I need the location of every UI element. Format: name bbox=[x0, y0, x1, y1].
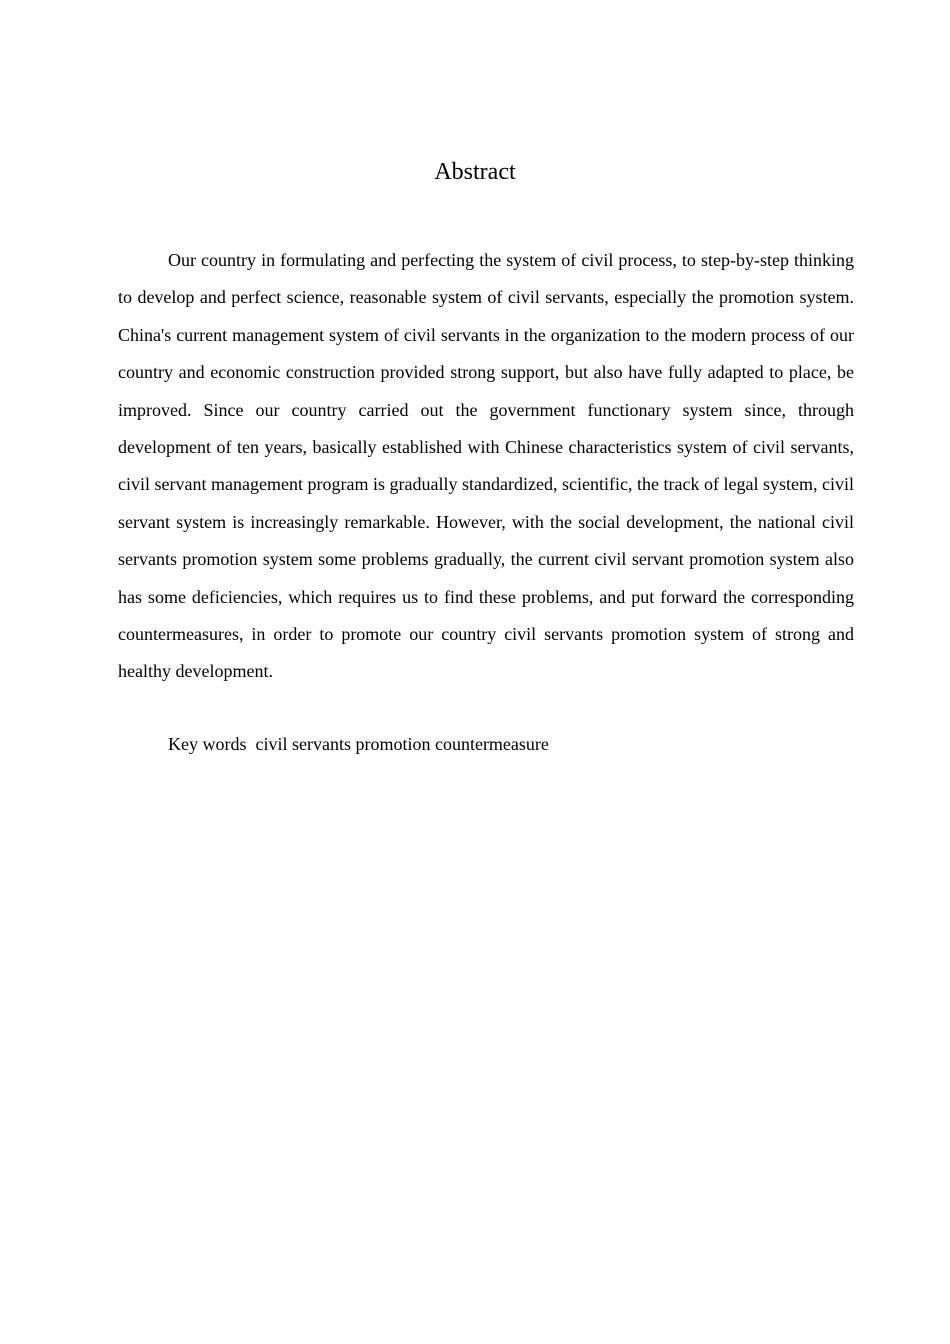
abstract-paragraph: Our country in formulating and perfecting the system of civil process, to step-by-step thinking to develop and perfect science, reasonable system of civil servants, especially the promotion system. China's current management system of civil servants in the organization to the modern process of our country and economic construction provided strong support, but also have fully adapted to place, be improved. Since our country carried out the government functionary system since, through development of ten years, basically established with Chinese characteristics system of civil servants, civil servant management program is gradually standardized, scientific, the track of legal system, civil servant system is increasingly remarkable. However, with the social development, the national civil servants promotion system some problems gradually, the current civil servant promotion system also has some deficiencies, which requires us to find these problems, and put forward the corresponding countermeasures, in order to promote our country civil servants promotion system of strong and healthy development. bbox=[118, 250, 854, 682]
keywords-line: Key words civil servants promotion countermeasure bbox=[168, 734, 549, 754]
page-title: Abstract bbox=[434, 159, 516, 185]
